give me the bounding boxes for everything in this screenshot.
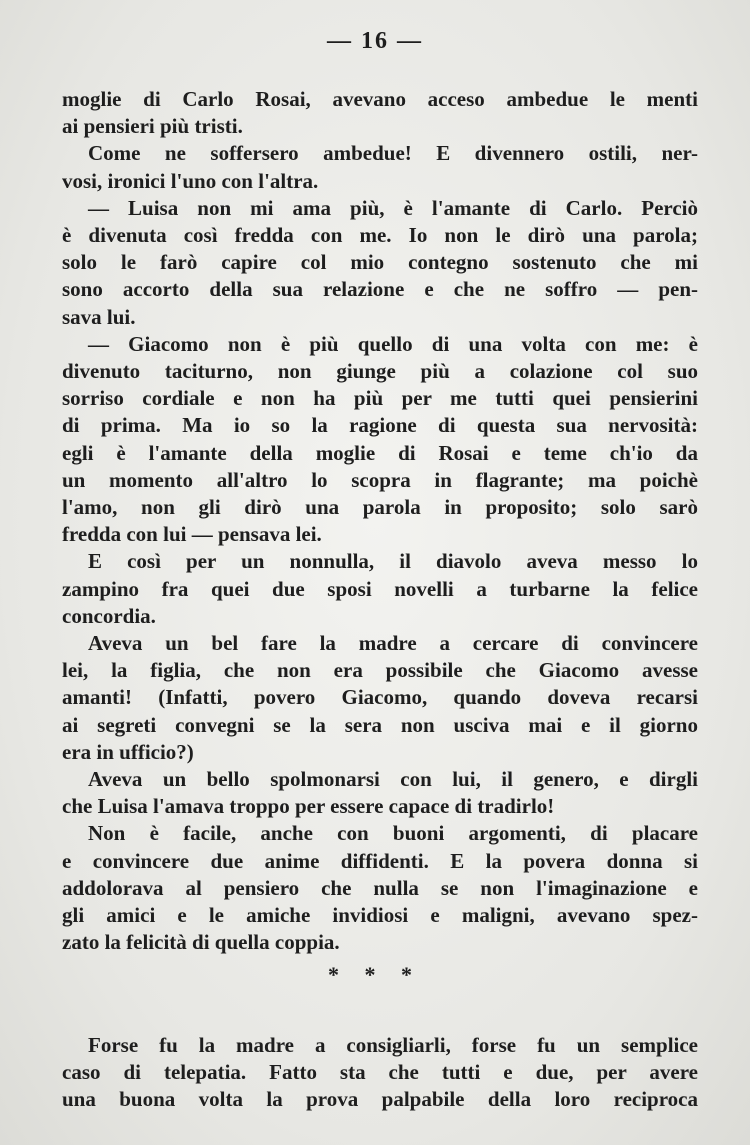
text-line: zato la felicità di quella coppia.	[62, 930, 340, 955]
text-line: zampino fra quei due sposi novelli a turbarne la felice	[62, 576, 698, 601]
text-line: una buona volta la prova palpabile della loro reciproca	[62, 1087, 698, 1112]
text-line: Forse fu la madre a consigliarli, forse fu un semplice	[88, 1033, 698, 1057]
text-line: E così per un nonnulla, il diavolo aveva messo lo	[88, 549, 698, 574]
section-separator: * * *	[328, 962, 422, 987]
text-line: vosi, ironici l'uno con l'altra.	[62, 168, 319, 193]
text-line: solo le farò capire col mio contegno sostenuto che mi	[62, 250, 698, 275]
text-line: gli amici e le amiche invidiosi e maligni, avevano spez-	[62, 903, 698, 928]
text-line: addolorava al pensiero che nulla se non l'imaginazione e	[62, 875, 698, 900]
text-line: Aveva un bel fare la madre a cercare di convincere	[88, 631, 698, 656]
text-line: ai pensieri più tristi.	[62, 114, 243, 139]
text-line: e convincere due anime diffidenti. E la povera donna si	[62, 848, 698, 873]
text-line: di prima. Ma io so la ragione di questa sua nervosità:	[62, 413, 698, 438]
text-line: sava lui.	[62, 304, 136, 329]
text-line: amanti! (Infatti, povero Giacomo, quando doveva recarsi	[62, 685, 698, 710]
text-line: divenuto taciturno, non giunge più a colazione col suo	[62, 359, 698, 384]
text-line: sorriso cordiale e non ha più per me tutti quei pensierini	[62, 386, 698, 411]
text-line: un momento all'altro lo scopra in flagrante; ma poichè	[62, 467, 698, 492]
text-line: moglie di Carlo Rosai, avevano acceso ambedue le menti	[62, 87, 698, 111]
text-line: è divenuta così fredda con me. Io non le dirò una parola;	[62, 223, 698, 248]
text-line: che Luisa l'amava troppo per essere capace di tradirlo!	[62, 794, 555, 819]
text-line: l'amo, non gli dirò una parola in proposito; solo sarò	[62, 495, 698, 520]
text-line: fredda con lui — pensava lei.	[62, 522, 322, 547]
text-line: — Luisa non mi ama più, è l'amante di Carlo. Perciò	[88, 195, 698, 220]
text-line: concordia.	[62, 603, 156, 628]
text-line: sono accorto della sua relazione e che ne soffro — pen-	[62, 277, 698, 302]
text-line: Non è facile, anche con buoni argomenti, di placare	[88, 821, 698, 846]
text-line: ai segreti convegni se la sera non usciva mai e il giorno	[62, 712, 698, 737]
page-number: — 16 —	[327, 28, 423, 54]
text-line: caso di telepatia. Fatto sta che tutti e due, per avere	[62, 1060, 698, 1085]
text-line: era in ufficio?)	[62, 739, 194, 764]
text-line: Come ne soffersero ambedue! E divennero ostili, ner-	[88, 141, 698, 166]
text-line: lei, la figlia, che non era possibile che Giacomo avesse	[62, 658, 698, 683]
text-line: egli è l'amante della moglie di Rosai e teme ch'io da	[62, 440, 698, 465]
page-body-text	[62, 86, 698, 957]
text-line: Aveva un bello spolmonarsi con lui, il genero, e dirgli	[88, 767, 698, 792]
page-body-text-continued	[62, 1032, 698, 1114]
text-line: — Giacomo non è più quello di una volta con me: è	[88, 331, 698, 356]
